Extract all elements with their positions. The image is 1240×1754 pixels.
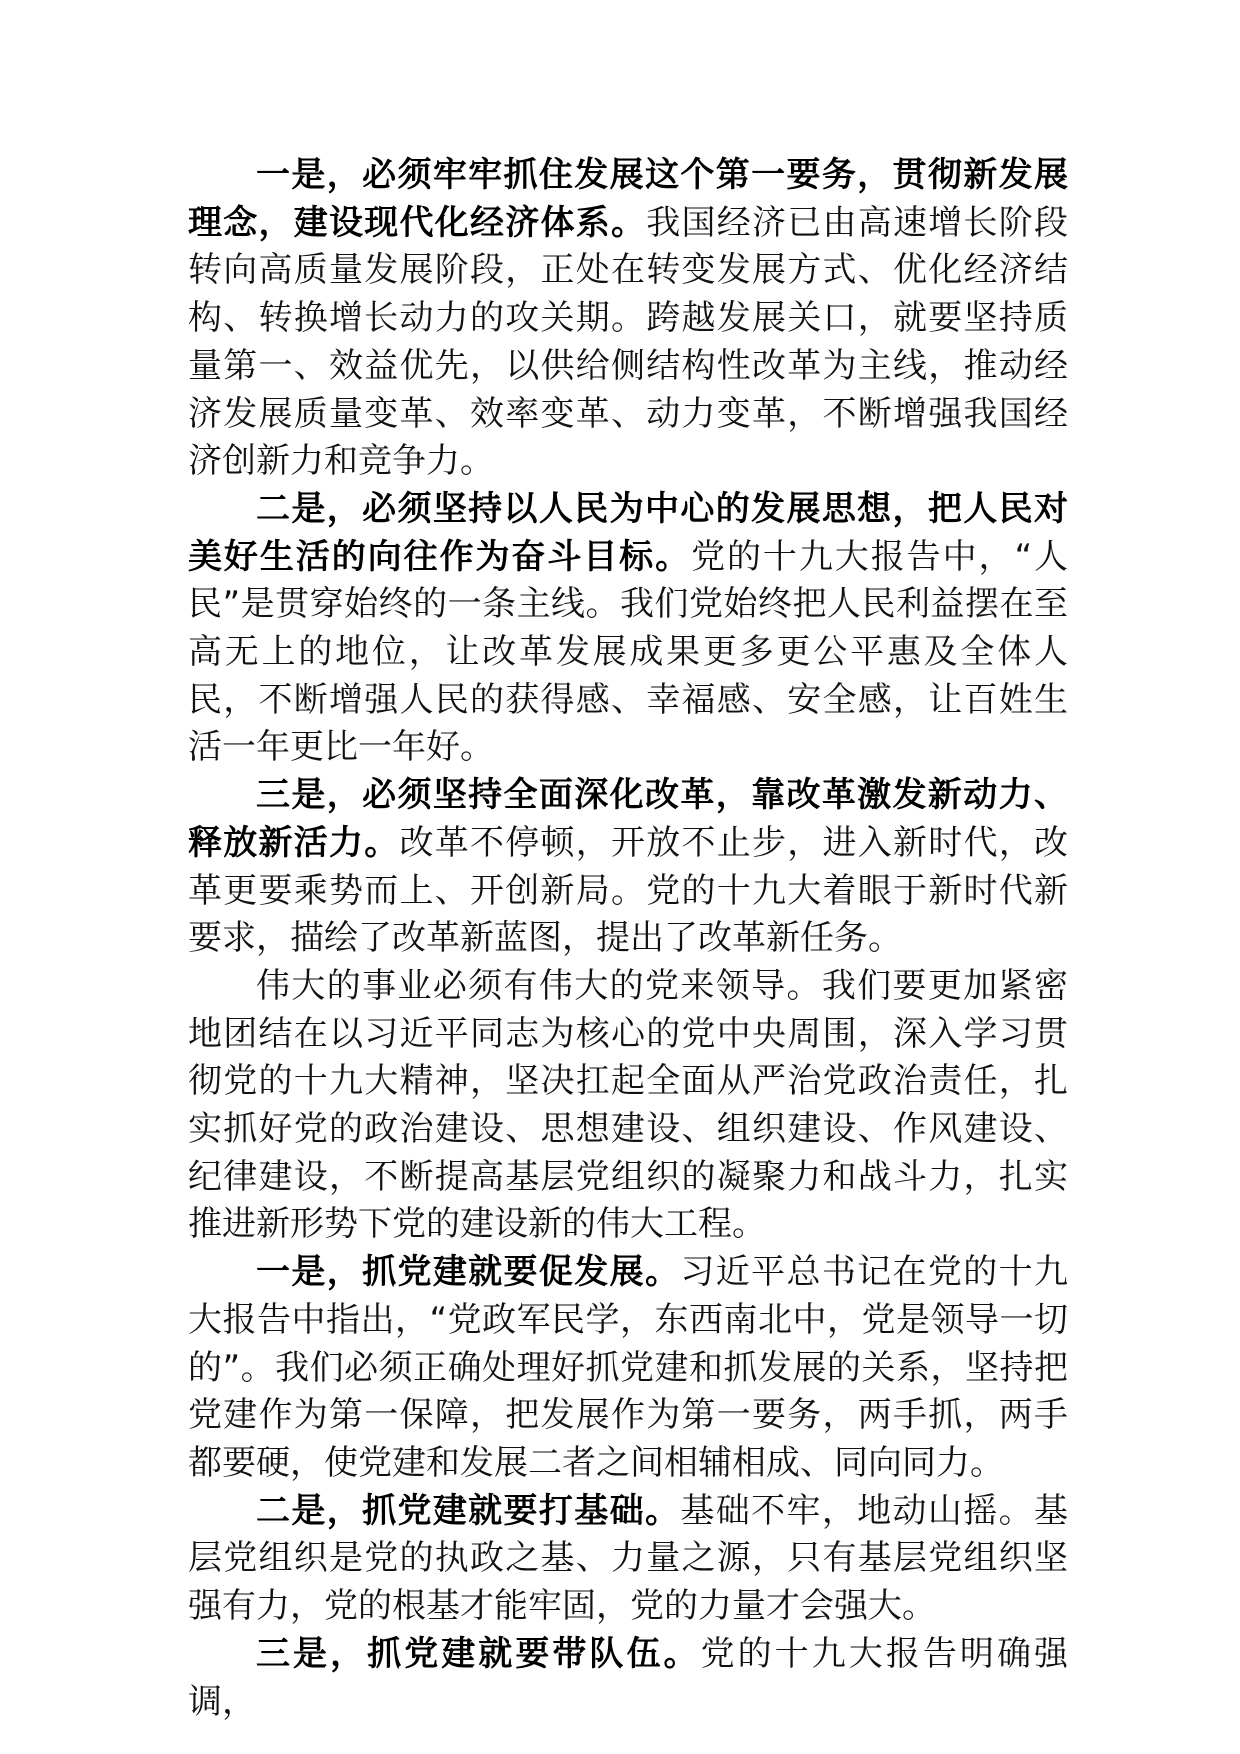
paragraph-1 (188, 152, 1068, 486)
paragraph-lead: 三是，抓党建就要带队伍。 (256, 1633, 701, 1674)
paragraph-text: 我国经济已由高速增长阶段转向高质量发展阶段，正处在转变发展方式、优化经济结构、转换增长动力的攻关期。跨越发展关口，就要坚持质量第一、效益优先，以供给侧结构性改革为主线，推动经济发展质量变革、效率变革、动力变革，不断增强我国经济创新力和竞争力。 (188, 202, 1068, 482)
paragraph-lead: 一是，必须牢牢抓住发展这个第一要务，贯彻新发展理念，建设现代化经济体系。 (188, 155, 1068, 243)
paragraph-6 (188, 1488, 1068, 1631)
paragraph-5 (188, 1249, 1068, 1488)
paragraph-2 (188, 486, 1068, 772)
paragraph-text: 伟大的事业必须有伟大的党来领导。我们要更加紧密地团结在以习近平同志为核心的党中央周围，深入学习贯彻党的十九大精神，坚决扛起全面从严治党政治责任，扎实抓好党的政治建设、思想建设、组织建设、作风建设、纪律建设，不断提高基层党组织的凝聚力和战斗力，扎实推进新形势下党的建设新的伟大工程。 (188, 965, 1068, 1245)
paragraph-7 (188, 1631, 1068, 1726)
paragraph-3 (188, 772, 1068, 963)
paragraph-text: 改革不停顿，开放不止步，进入新时代，改革更要乘势而上、开创新局。党的十九大着眼于新时代新要求，描绘了改革新蓝图，提出了改革新任务。 (188, 822, 1068, 959)
paragraph-lead: 一是，抓党建就要促发展。 (256, 1252, 681, 1293)
paragraph-text: 习近平总书记在党的十九大报告中指出，“党政军民学，东西南北中，党是领导一切的”。我们必须正确处理好抓党建和抓发展的关系，坚持把党建作为第一保障，把发展作为第一要务，两手抓，两手都要硬，使党建和发展二者之间相辅相成、同向同力。 (188, 1252, 1069, 1483)
paragraph-lead: 二是，必须坚持以人民为中心的发展思想，把人民对美好生活的向往作为奋斗目标。 (188, 488, 1068, 577)
paragraph-lead: 三是，必须坚持全面深化改革，靠改革激发新动力、释放新活力。 (188, 775, 1068, 863)
document-body (188, 152, 1068, 1726)
paragraph-text: 党的十九大报告中，“人民”是贯穿始终的一条主线。我们党始终把人民利益摆在至高无上的地位，让改革发展成果更多更公平惠及全体人民，不断增强人民的获得感、幸福感、安全感，让百姓生活一年更比一年好。 (188, 536, 1068, 768)
paragraph-text: 基础不牢，地动山摇。基层党组织是党的执政之基、力量之源，只有基层党组织坚强有力，党的根基才能牢固，党的力量才会强大。 (188, 1490, 1069, 1627)
paragraph-4 (188, 963, 1068, 1249)
paragraph-lead: 二是，抓党建就要打基础。 (256, 1490, 681, 1531)
paragraph-text: 党的十九大报告明确强调， (188, 1633, 1069, 1722)
